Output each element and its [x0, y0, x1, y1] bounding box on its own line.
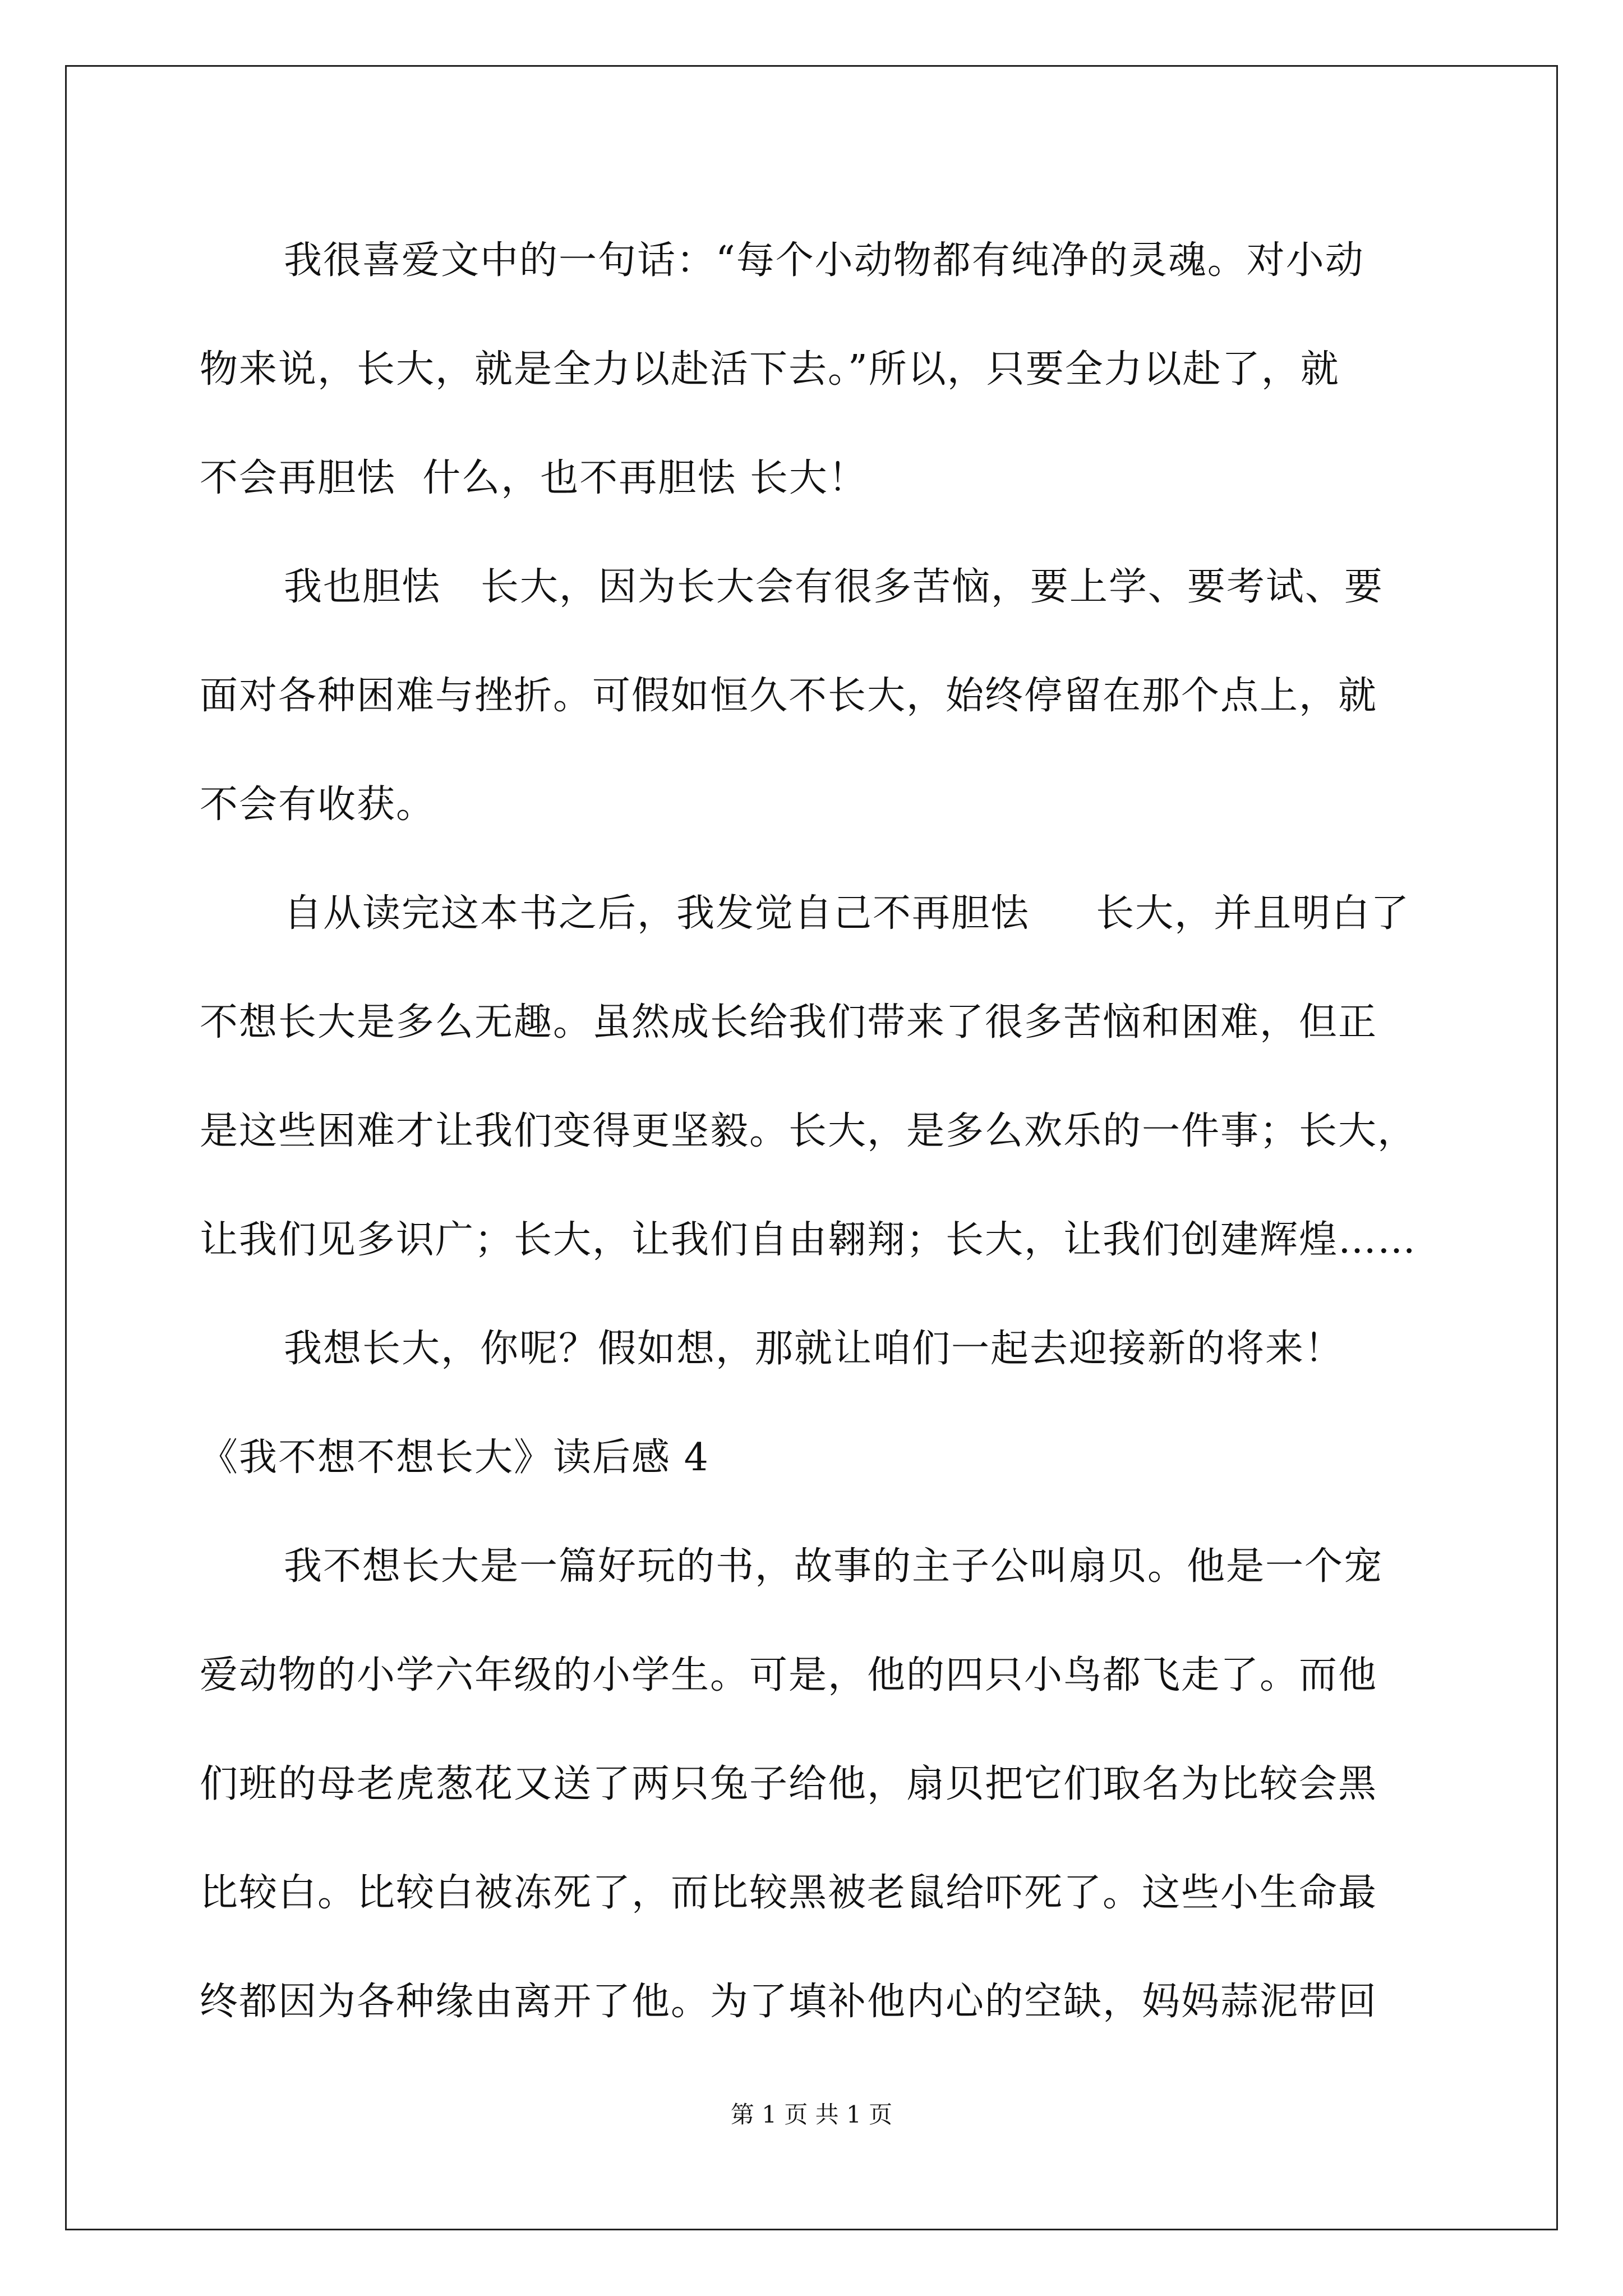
text-line: 让我们见多识广；长大，让我们自由翱翔；长大，让我们创建辉煌……	[200, 1218, 1417, 1262]
text-line: 我想长大，你呢？假如想，那就让咱们一起去迎接新的将来！	[284, 1327, 1344, 1371]
text-line: 比较白。比较白被冻死了，而比较黑被老鼠给吓死了。这些小生命最	[200, 1871, 1378, 1915]
text-line: 面对各种困难与挫折。可假如恒久不长大，始终停留在那个点上，就	[200, 674, 1378, 718]
text-line: 终都因为各种缘由离开了他。为了填补他内心的空缺，妈妈蒜泥带回	[200, 1980, 1378, 2024]
text-line: 我很喜爱文中的一句话：“每个小动物都有纯净的灵魂。对小动	[284, 238, 1364, 283]
text-line: 我不想长大是一篇好玩的书，故事的主子公叫扇贝。他是一个宠	[284, 1544, 1384, 1589]
text-line: 爱动物的小学六年级的小学生。可是，他的四只小鸟都飞走了。而他	[200, 1653, 1378, 1697]
document-body	[200, 206, 1428, 2056]
text-line: 们班的母老虎葱花又送了两只兔子给他，扇贝把它们取名为比较会黑	[200, 1762, 1378, 1806]
text-line: 我也胆怯 长大，因为长大会有很多苦恼，要上学、要考试、要	[284, 565, 1384, 609]
section-heading: 《我不想不想长大》读后感 4	[200, 1435, 709, 1480]
text-line: 不想长大是多么无趣。虽然成长给我们带来了很多苦恼和困难，但正	[200, 1000, 1378, 1045]
page-footer: 第 1 页 共 1 页	[730, 2101, 893, 2128]
text-line: 自从读完这本书之后，我发觉自己不再胆怯 长大，并且明白了	[284, 891, 1410, 936]
text-line: 不会再胆怯 什么，也不再胆怯 长大！	[200, 456, 868, 500]
text-line: 物来说，长大，就是全力以赴活下去。”所以，只要全力以赴了，就	[200, 347, 1340, 392]
text-line: 不会有收获。	[200, 783, 436, 827]
text-line: 是这些困难才让我们变得更坚毅。长大，是多么欢乐的一件事；长大，	[200, 1109, 1417, 1153]
